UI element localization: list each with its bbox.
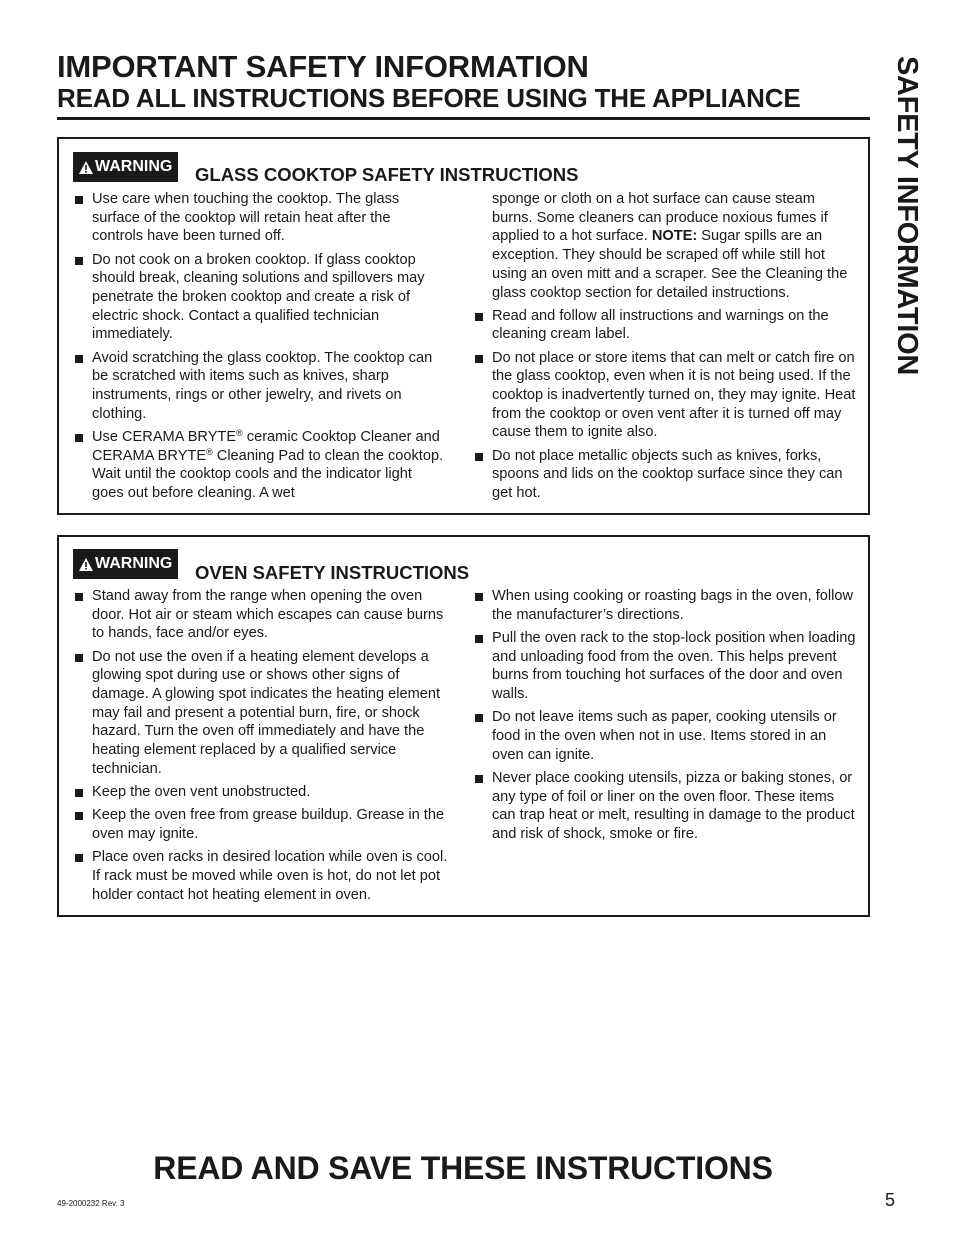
list-item: When using cooking or roasting bags in the oven, follow the manufacturer’s directions. <box>459 587 857 624</box>
list-item: Do not leave items such as paper, cooking utensils or food in the oven when not in use. Items stored in an oven can ignite. <box>459 708 857 764</box>
bullet-square-icon <box>75 854 83 862</box>
document-number: 49-2000232 Rev. 3 <box>57 1199 125 1208</box>
bullet-square-icon <box>75 434 83 442</box>
page-number: 5 <box>885 1190 896 1210</box>
note-label: NOTE: <box>651 228 698 245</box>
list-item: Avoid scratching the glass cooktop. The cooktop can be scratched with items such as knives, sharp instruments, rings or other jewelry, and rivets on clothing. <box>59 349 445 424</box>
list-item: Do not place or store items that can melt or catch fire on the glass cooktop, even when it is not being used. If the cooktop is inadvertently turned on, they may ignite. Heat from the cooktop or oven vent after it is turned off may cause them to ignite also. <box>459 349 857 443</box>
footer-title: READ AND SAVE THESE INSTRUCTIONS <box>153 1150 773 1186</box>
side-section-tab <box>887 56 927 416</box>
glass-cooktop-warning-box <box>57 137 870 515</box>
bullet-square-icon <box>475 593 483 601</box>
side-section-tab-label: SAFETY INFORMATION <box>891 56 923 375</box>
list-item: Keep the oven free from grease buildup. Grease in the oven may ignite. <box>59 806 457 843</box>
section-title: OVEN SAFETY INSTRUCTIONS <box>195 562 470 583</box>
list-item: Read and follow all instructions and warnings on the cleaning cream label. <box>459 307 857 344</box>
bullet-square-icon <box>475 714 483 722</box>
page-subtitle: READ ALL INSTRUCTIONS BEFORE USING THE APPLIANCE <box>57 83 801 113</box>
bullet-square-icon <box>75 789 83 797</box>
section-title: GLASS COOKTOP SAFETY INSTRUCTIONS <box>195 164 579 185</box>
bullet-square-icon <box>475 355 483 363</box>
warning-badge <box>73 152 178 182</box>
bullet-square-icon <box>75 654 83 662</box>
bullet-square-icon <box>75 257 83 265</box>
bullet-list-left <box>59 587 457 909</box>
list-item: Pull the oven rack to the stop-lock position when loading and unloading food from the oven. This helps prevent burns from touching hot surfaces of the door and oven walls. <box>459 629 857 704</box>
list-item: Use CERAMA BRYTE® ceramic Cooktop Cleaner and CERAMA BRYTE® Cleaning Pad to clean the cooktop. Wait until the cooktop cools and the indicator light goes out before cleaning. A wet <box>59 428 445 503</box>
bullet-square-icon <box>75 355 83 363</box>
list-item-continuation: sponge or cloth on a hot surface can cause steam burns. Some cleaners can produce noxious fumes if applied to a hot surface. NOTE: Sugar spills are an exception. They should be scraped off while still hot using an oven mitt and a scraper. See the Cleaning the glass cooktop section for detailed instructions. <box>492 191 848 301</box>
list-item: Stand away from the range when opening the oven door. Hot air or steam which escapes can cause burns to hands, face and/or eyes. <box>59 587 457 643</box>
bullet-square-icon <box>75 196 83 204</box>
list-item: Do not cook on a broken cooktop. If glass cooktop should break, cleaning solutions and spillovers may penetrate the broken cooktop and create a risk of electric shock. Contact a qualified technician immediately. <box>59 251 445 345</box>
list-item: Place oven racks in desired location while oven is cool. If rack must be moved while oven is hot, do not let pot holder contact hot heating element in oven. <box>59 848 457 904</box>
list-item: Use care when touching the cooktop. The glass surface of the cooktop will retain heat after the controls have been turned off. <box>59 190 445 246</box>
registered-mark: ® <box>236 427 243 438</box>
registered-mark: ® <box>206 446 213 457</box>
bullet-square-icon <box>475 453 483 461</box>
oven-warning-box <box>57 535 870 917</box>
warning-badge <box>73 549 178 579</box>
list-item: Never place cooking utensils, pizza or baking stones, or any type of foil or liner on the oven floor. These items can trap heat or melt, resulting in damage to the product and risk of shock, smoke or fire. <box>459 769 857 844</box>
bullet-list-right <box>459 190 857 507</box>
list-item: Keep the oven vent unobstructed. <box>59 783 457 802</box>
bullet-square-icon <box>475 775 483 783</box>
list-item: Do not place metallic objects such as knives, forks, spoons and lids on the cooktop surface since they can get hot. <box>459 447 857 503</box>
warning-triangle-icon <box>79 558 93 571</box>
warning-badge-label: WARNING <box>95 555 173 572</box>
bullet-square-icon <box>75 593 83 601</box>
title-divider <box>57 117 870 120</box>
bullet-list-left <box>59 190 445 507</box>
warning-badge-label: WARNING <box>95 158 173 175</box>
warning-triangle-icon <box>79 161 93 174</box>
bullet-square-icon <box>475 635 483 643</box>
page-title: IMPORTANT SAFETY INFORMATION <box>57 49 589 84</box>
bullet-list-right <box>459 587 857 848</box>
bullet-square-icon <box>475 313 483 321</box>
list-item: Do not use the oven if a heating element develops a glowing spot during use or shows other signs of damage. A glowing spot indicates the heating element may fail and present a potential burn, fire, or shock hazard. Turn the oven off immediately and have the heating element replaced by a qualified service technician. <box>59 648 457 779</box>
bullet-square-icon <box>75 812 83 820</box>
